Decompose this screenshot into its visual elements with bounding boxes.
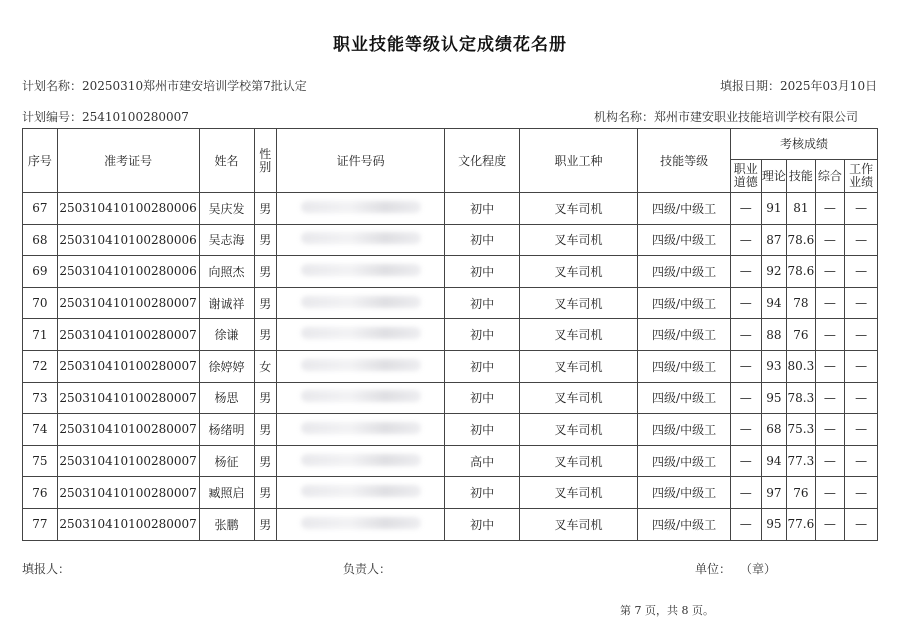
document-title: 职业技能等级认定成绩花名册	[333, 35, 567, 55]
cell-occupation: 叉车司机	[519, 193, 637, 225]
header-ticket: 准考证号	[57, 129, 199, 193]
cell-gender: 男	[254, 477, 276, 509]
table-row	[23, 445, 878, 477]
cell-name: 张鹏	[199, 508, 254, 540]
cell-occupation: 叉车司机	[519, 477, 637, 509]
cell-skill: 76	[787, 477, 816, 509]
cell-performance: —	[845, 287, 878, 319]
cell-seq: 72	[23, 350, 58, 382]
header-id-number: 证件号码	[277, 129, 445, 193]
cell-ethics: —	[730, 256, 761, 288]
redacted-id-blur	[301, 454, 421, 466]
cell-seq: 77	[23, 508, 58, 540]
cell-gender: 男	[254, 319, 276, 351]
cell-id-number	[277, 414, 445, 446]
plan-number: 计划编号：25410100280007	[22, 110, 189, 124]
cell-skill: 76	[787, 319, 816, 351]
redacted-id-blur	[301, 232, 421, 244]
cell-performance: —	[845, 445, 878, 477]
cell-name: 臧照启	[199, 477, 254, 509]
cell-id-number	[277, 508, 445, 540]
cell-skill-level: 四级/中级工	[638, 350, 731, 382]
cell-seq: 68	[23, 224, 58, 256]
seal-label: （章）	[740, 562, 777, 576]
cell-ethics: —	[730, 287, 761, 319]
header-theory: 理论	[761, 160, 787, 193]
header-ethics-label: 职业道德	[733, 162, 758, 189]
header-scores: 考核成绩	[730, 129, 877, 160]
cell-seq: 69	[23, 256, 58, 288]
redacted-id-blur	[301, 422, 421, 434]
cell-comprehensive: —	[815, 224, 845, 256]
cell-gender: 男	[254, 193, 276, 225]
page-number: 第 7 页，共 8 页。	[620, 604, 714, 617]
cell-id-number	[277, 477, 445, 509]
cell-gender: 男	[254, 508, 276, 540]
cell-ticket: 250310410100280007	[57, 287, 199, 319]
cell-gender: 男	[254, 256, 276, 288]
cell-performance: —	[845, 224, 878, 256]
redacted-id-blur	[301, 517, 421, 529]
cell-education: 初中	[445, 256, 519, 288]
cell-id-number	[277, 382, 445, 414]
cell-skill: 78.3	[787, 382, 816, 414]
cell-comprehensive: —	[815, 256, 845, 288]
cell-ethics: —	[730, 508, 761, 540]
cell-education: 初中	[445, 350, 519, 382]
header-skill: 技能	[787, 160, 816, 193]
cell-theory: 97	[761, 477, 787, 509]
cell-id-number	[277, 445, 445, 477]
cell-name: 吴庆发	[199, 193, 254, 225]
cell-performance: —	[845, 193, 878, 225]
cell-ticket: 250310410100280007	[57, 445, 199, 477]
unit-label: 单位：	[695, 562, 732, 576]
header-skill-level: 技能等级	[638, 129, 731, 193]
cell-occupation: 叉车司机	[519, 350, 637, 382]
cell-skill-level: 四级/中级工	[638, 414, 731, 446]
header-comprehensive: 综合	[815, 160, 845, 193]
fill-date: 填报日期：2025年03月10日	[720, 79, 878, 93]
cell-ethics: —	[730, 445, 761, 477]
cell-theory: 94	[761, 445, 787, 477]
cell-skill: 77.3	[787, 445, 816, 477]
table-row	[23, 382, 878, 414]
header-gender	[254, 129, 276, 193]
cell-ticket: 250310410100280006	[57, 193, 199, 225]
cell-ticket: 250310410100280007	[57, 382, 199, 414]
cell-ticket: 250310410100280007	[57, 508, 199, 540]
cell-ticket: 250310410100280006	[57, 256, 199, 288]
cell-gender: 男	[254, 224, 276, 256]
cell-occupation: 叉车司机	[519, 508, 637, 540]
cell-performance: —	[845, 477, 878, 509]
header-name: 姓名	[199, 129, 254, 193]
cell-theory: 95	[761, 508, 787, 540]
score-roster-table	[22, 128, 878, 541]
cell-theory: 88	[761, 319, 787, 351]
cell-skill: 77.6	[787, 508, 816, 540]
header-occupation: 职业工种	[519, 129, 637, 193]
cell-gender: 男	[254, 445, 276, 477]
redacted-id-blur	[301, 485, 421, 497]
table-row	[23, 224, 878, 256]
table-row	[23, 414, 878, 446]
cell-skill-level: 四级/中级工	[638, 193, 731, 225]
cell-gender: 女	[254, 350, 276, 382]
cell-performance: —	[845, 414, 878, 446]
cell-skill: 78	[787, 287, 816, 319]
cell-education: 初中	[445, 287, 519, 319]
cell-id-number	[277, 193, 445, 225]
redacted-id-blur	[301, 296, 421, 308]
cell-occupation: 叉车司机	[519, 414, 637, 446]
header-performance-label: 工作业绩	[849, 162, 874, 189]
cell-comprehensive: —	[815, 445, 845, 477]
cell-performance: —	[845, 382, 878, 414]
table-row	[23, 477, 878, 509]
responsible-label: 负责人：	[343, 562, 392, 576]
cell-gender: 男	[254, 414, 276, 446]
cell-comprehensive: —	[815, 477, 845, 509]
cell-skill-level: 四级/中级工	[638, 224, 731, 256]
cell-performance: —	[845, 350, 878, 382]
cell-theory: 95	[761, 382, 787, 414]
cell-skill-level: 四级/中级工	[638, 477, 731, 509]
cell-gender: 男	[254, 382, 276, 414]
header-education: 文化程度	[445, 129, 519, 193]
cell-ticket: 250310410100280007	[57, 414, 199, 446]
cell-comprehensive: —	[815, 287, 845, 319]
cell-ethics: —	[730, 350, 761, 382]
cell-skill-level: 四级/中级工	[638, 508, 731, 540]
cell-ethics: —	[730, 319, 761, 351]
cell-theory: 68	[761, 414, 787, 446]
cell-theory: 87	[761, 224, 787, 256]
cell-name: 杨绪明	[199, 414, 254, 446]
table-row	[23, 256, 878, 288]
cell-occupation: 叉车司机	[519, 224, 637, 256]
cell-theory: 93	[761, 350, 787, 382]
cell-comprehensive: —	[815, 414, 845, 446]
header-ethics	[730, 160, 761, 193]
cell-theory: 94	[761, 287, 787, 319]
cell-occupation: 叉车司机	[519, 382, 637, 414]
table-row	[23, 319, 878, 351]
table-row	[23, 193, 878, 225]
cell-skill: 80.3	[787, 350, 816, 382]
cell-performance: —	[845, 508, 878, 540]
cell-id-number	[277, 287, 445, 319]
cell-skill: 81	[787, 193, 816, 225]
cell-ticket: 250310410100280007	[57, 350, 199, 382]
cell-occupation: 叉车司机	[519, 319, 637, 351]
cell-ticket: 250310410100280006	[57, 224, 199, 256]
cell-comprehensive: —	[815, 319, 845, 351]
redacted-id-blur	[301, 359, 421, 371]
cell-id-number	[277, 256, 445, 288]
cell-theory: 92	[761, 256, 787, 288]
cell-name: 徐谦	[199, 319, 254, 351]
cell-education: 高中	[445, 445, 519, 477]
cell-ticket: 250310410100280007	[57, 319, 199, 351]
cell-skill-level: 四级/中级工	[638, 256, 731, 288]
cell-name: 吴志海	[199, 224, 254, 256]
cell-skill: 75.3	[787, 414, 816, 446]
cell-seq: 73	[23, 382, 58, 414]
cell-performance: —	[845, 256, 878, 288]
cell-seq: 70	[23, 287, 58, 319]
cell-name: 谢诚祥	[199, 287, 254, 319]
cell-comprehensive: —	[815, 382, 845, 414]
cell-name: 杨征	[199, 445, 254, 477]
header-seq: 序号	[23, 129, 58, 193]
redacted-id-blur	[301, 201, 421, 213]
table-row	[23, 508, 878, 540]
cell-occupation: 叉车司机	[519, 445, 637, 477]
organization-name: 机构名称：郑州市建安职业技能培训学校有限公司	[594, 110, 859, 124]
cell-ethics: —	[730, 193, 761, 225]
cell-education: 初中	[445, 414, 519, 446]
cell-skill-level: 四级/中级工	[638, 382, 731, 414]
cell-seq: 74	[23, 414, 58, 446]
cell-ticket: 250310410100280007	[57, 477, 199, 509]
cell-comprehensive: —	[815, 193, 845, 225]
cell-comprehensive: —	[815, 350, 845, 382]
header-performance	[845, 160, 878, 193]
redacted-id-blur	[301, 390, 421, 402]
cell-id-number	[277, 319, 445, 351]
cell-name: 杨思	[199, 382, 254, 414]
header-gender-label: 性别	[259, 146, 272, 174]
cell-theory: 91	[761, 193, 787, 225]
cell-gender: 男	[254, 287, 276, 319]
table-row	[23, 287, 878, 319]
cell-skill-level: 四级/中级工	[638, 319, 731, 351]
cell-comprehensive: —	[815, 508, 845, 540]
cell-ethics: —	[730, 224, 761, 256]
cell-name: 向照杰	[199, 256, 254, 288]
cell-performance: —	[845, 319, 878, 351]
cell-id-number	[277, 224, 445, 256]
cell-name: 徐婷婷	[199, 350, 254, 382]
cell-occupation: 叉车司机	[519, 287, 637, 319]
cell-education: 初中	[445, 193, 519, 225]
cell-education: 初中	[445, 382, 519, 414]
redacted-id-blur	[301, 264, 421, 276]
cell-seq: 76	[23, 477, 58, 509]
cell-seq: 75	[23, 445, 58, 477]
cell-seq: 71	[23, 319, 58, 351]
table-row	[23, 350, 878, 382]
cell-education: 初中	[445, 477, 519, 509]
cell-education: 初中	[445, 319, 519, 351]
cell-skill-level: 四级/中级工	[638, 287, 731, 319]
cell-occupation: 叉车司机	[519, 256, 637, 288]
cell-education: 初中	[445, 224, 519, 256]
cell-skill-level: 四级/中级工	[638, 445, 731, 477]
cell-education: 初中	[445, 508, 519, 540]
cell-id-number	[277, 350, 445, 382]
filler-label: 填报人：	[22, 562, 71, 576]
redacted-id-blur	[301, 327, 421, 339]
cell-ethics: —	[730, 414, 761, 446]
cell-ethics: —	[730, 477, 761, 509]
plan-name: 计划名称：20250310郑州市建安培训学校第7批认定	[22, 79, 307, 93]
cell-seq: 67	[23, 193, 58, 225]
cell-skill: 78.6	[787, 256, 816, 288]
cell-skill: 78.6	[787, 224, 816, 256]
cell-ethics: —	[730, 382, 761, 414]
